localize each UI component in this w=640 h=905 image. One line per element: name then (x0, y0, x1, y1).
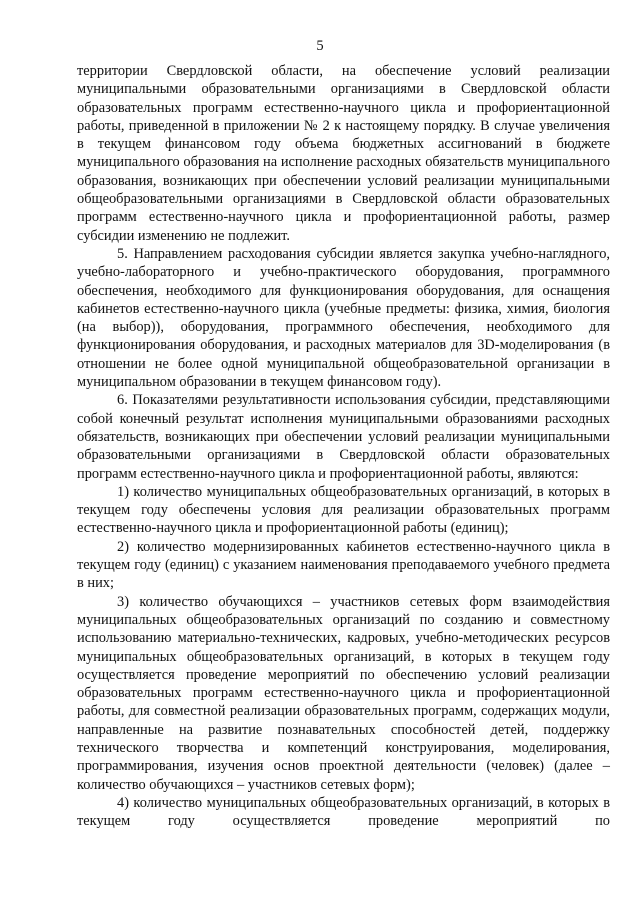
paragraph-continuation: территории Свердловской области, на обеспечение условий реализации муниципальными образовательными организациями в Свердловской области образовательных программ естественно-научного цикла и профориентационной работы, приведенной в приложении № 2 к настоящему порядку. В случае увеличения в текущем финансовом году объема бюджетных ассигнований в бюджете муниципального образования на исполнение расходных обязательств муниципального образования, возникающих при обеспечении условий реализации муниципальными общеобразовательными организациями в Свердловской области образовательных программ естественно-научного цикла и профориентационной работы, размер субсидии изменению не подлежит. (77, 63, 610, 244)
paragraph-item-5: 5. Направлением расходования субсидии является закупка учебно-наглядного, учебно-лабораторного и учебно-практического оборудования, программного обеспечения, необходимого для функционирования оборудования, для оснащения кабинетов естественно-научного цикла (учебные предметы: физика, химия, биология (на выбор)), оборудования, программного обеспечения, необходимого для функционирования оборудования, и расходных материалов для 3D-моделирования (в отношении не более одной муниципальной общеобразовательной организации в муниципальном образовании в текущем финансовом году). (77, 245, 610, 391)
list-item-3: 3) количество обучающихся – участников сетевых форм взаимодействия муниципальных общеобразовательных организаций по созданию и совместному использованию материально-технических, кадровых, учебно-методических ресурсов муниципальных общеобразовательных организаций, в которых в текущем году осуществляется проведение мероприятий по обеспечению условий реализации образовательных программ естественно-научного цикла и профориентационной работы, для совместной реализации образовательных программ, содержащих модули, направленные на развитие познавательных способностей детей, поддержку технического творчества и компетенций конструирования, моделирования, программирования, изучения основ проектной деятельности (человек) (далее – количество обучающихся – участников сетевых форм); (77, 593, 610, 793)
list-item-1: 1) количество муниципальных общеобразовательных организаций, в которых в текущем году обеспечены условия для реализации образовательных программ естественно-научного цикла и профориентационной работы (единиц); (77, 483, 610, 537)
paragraph-item-6: 6. Показателями результативности использования субсидии, представляющими собой конечный результат исполнения муниципальными образованиями расходных обязательств, возникающих при обеспечении условий реализации муниципальными образовательными организациями в Свердловской области образовательных программ естественно-научного цикла и профориентационной работы, являются: (77, 392, 610, 482)
list-item-4: 4) количество муниципальных общеобразовательных организаций, в которых в текущем году осуществляется проведение мероприятий по (77, 794, 610, 830)
document-body (77, 62, 610, 830)
list-item-2: 2) количество модернизированных кабинетов естественно-научного цикла в текущем году (единиц) с указанием наименования преподаваемого учебного предмета в них; (77, 538, 610, 592)
page-number: 5 (316, 38, 324, 54)
